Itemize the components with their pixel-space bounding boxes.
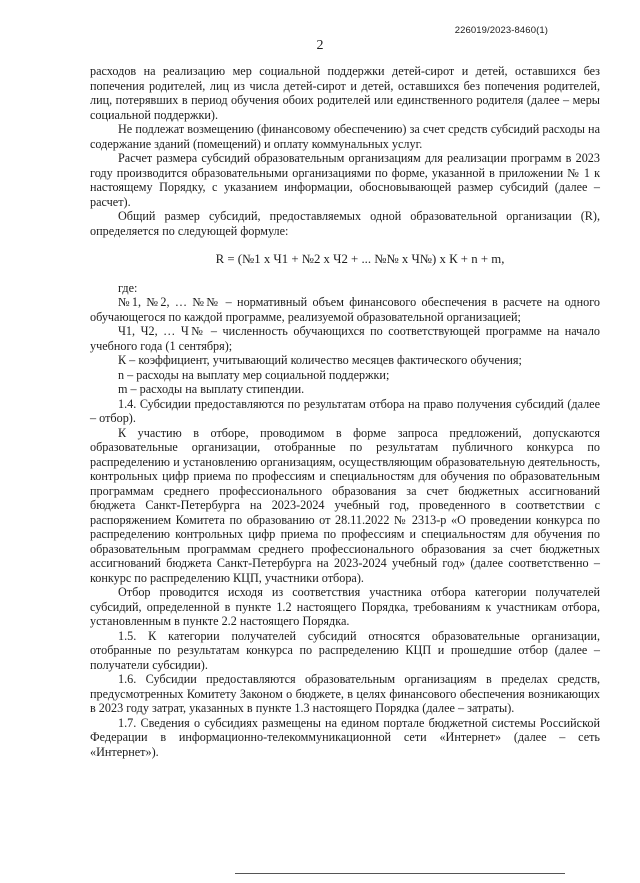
page-number: 2 <box>316 38 324 53</box>
document-body <box>90 64 600 759</box>
section-1-5: 1.5. К категории получателей субсидий относятся образовательные организации, отобранные по результатам конкурса по распределению КЦП и прошедшие отбор (далее – получатели субсидии). <box>90 628 600 672</box>
paragraph-selection-criteria: Отбор проводится исходя из соответствия участника отбора категории получателей субсидий, определенной в пункте 1.2 настоящего Порядка, требованиям к участникам отбора, установленным в пункте 2.2 настоящего Порядка. <box>90 585 600 628</box>
section-1-7: 1.7. Сведения о субсидиях размещены на едином портале бюджетной системы Российской Федерации в информационно-телекоммуникационной сети «Интернет» (далее – сеть «Интернет»). <box>90 715 600 759</box>
footer-divider <box>235 873 565 874</box>
paragraph-formula-intro: Общий размер субсидий, предоставляемых одной образовательной организации (R), определяется по следующей формуле: <box>90 209 600 238</box>
definition-student-count: Ч1, Ч2, … Ч№ – численность обучающихся по соответствующей программе на начало учебного года (1 сентября); <box>90 324 600 353</box>
definition-coefficient: К – коэффициент, учитывающий количество месяцев фактического обучения; <box>118 353 522 367</box>
paragraph-continuation: расходов на реализацию мер социальной поддержки детей-сирот и детей, оставшихся без попечения родителей, лиц из числа детей-сирот и детей, оставшихся без попечения родителей, лиц, потерявших в период обучения обоих родителей или единственного родителя (далее – меры социальной поддержки). <box>90 64 600 122</box>
definition-normative-volume: №1, №2, … №№ – нормативный объем финансового обеспечения в расчете на одного обучающегося по каждой программе, реализуемой образовательной организацией; <box>90 295 600 324</box>
paragraph-selection-participation: К участию в отборе, проводимом в форме запроса предложений, допускаются образовательные организации, отобранные по результатам публичного конкурса по распределению и установлению организациям, осуществляющим образовательную деятельность, контрольных цифр приема по профессиям и специальностям для обучения по образовательным программам среднего профессионального образования за счет бюджетных ассигнований бюджета Санкт-Петербурга на 2023-2024 учебный год, проведенного в соответствии с распоряжением Комитета по образованию от 28.11.2022 № 2313-р «О проведении конкурса по распределению контрольных цифр приема по профессиям и специальностям для обучения по образовательным программам среднего профессионального образования за счет бюджетных ассигнований бюджета Санкт-Петербурга на 2023-2024 учебный год» (далее соответственно – конкурс по распределению КЦП, участники отбора). <box>90 425 600 585</box>
paragraph-calculation: Расчет размера субсидий образовательным организациям для реализации программ в 2023 году производится образовательными организациями по форме, указанной в приложении № 1 к настоящему Порядку, с указанием информации, обосновывающей размер субсидий (далее – расчет). <box>90 151 600 209</box>
document-id: 226019/2023-8460(1) <box>454 25 548 36</box>
section-1-6: 1.6. Субсидии предоставляются образовательным организациям в пределах средств, предусмотренных Комитету Законом о бюджете, в целях финансового обеспечения возникающих в 2023 году затрат, указанных в пункте 1.3 настоящего Порядка (далее – затраты). <box>90 672 600 715</box>
definition-social-support: n – расходы на выплату мер социальной поддержки; <box>118 367 390 382</box>
section-1-4: 1.4. Субсидии предоставляются по результатам отбора на право получения субсидий (далее – отбор). <box>90 396 600 425</box>
subsidy-formula: R = (№1 х Ч1 + №2 х Ч2 + ... №№ х Ч№) х К + n + m, <box>215 252 505 266</box>
paragraph-exclusions: Не подлежат возмещению (финансовому обеспечению) за счет средств субсидий расходы на содержание зданий (помещений) и оплату коммунальных услуг. <box>90 122 600 151</box>
where-label: где: <box>118 280 138 295</box>
definition-stipend: m – расходы на выплату стипендии. <box>118 382 305 396</box>
